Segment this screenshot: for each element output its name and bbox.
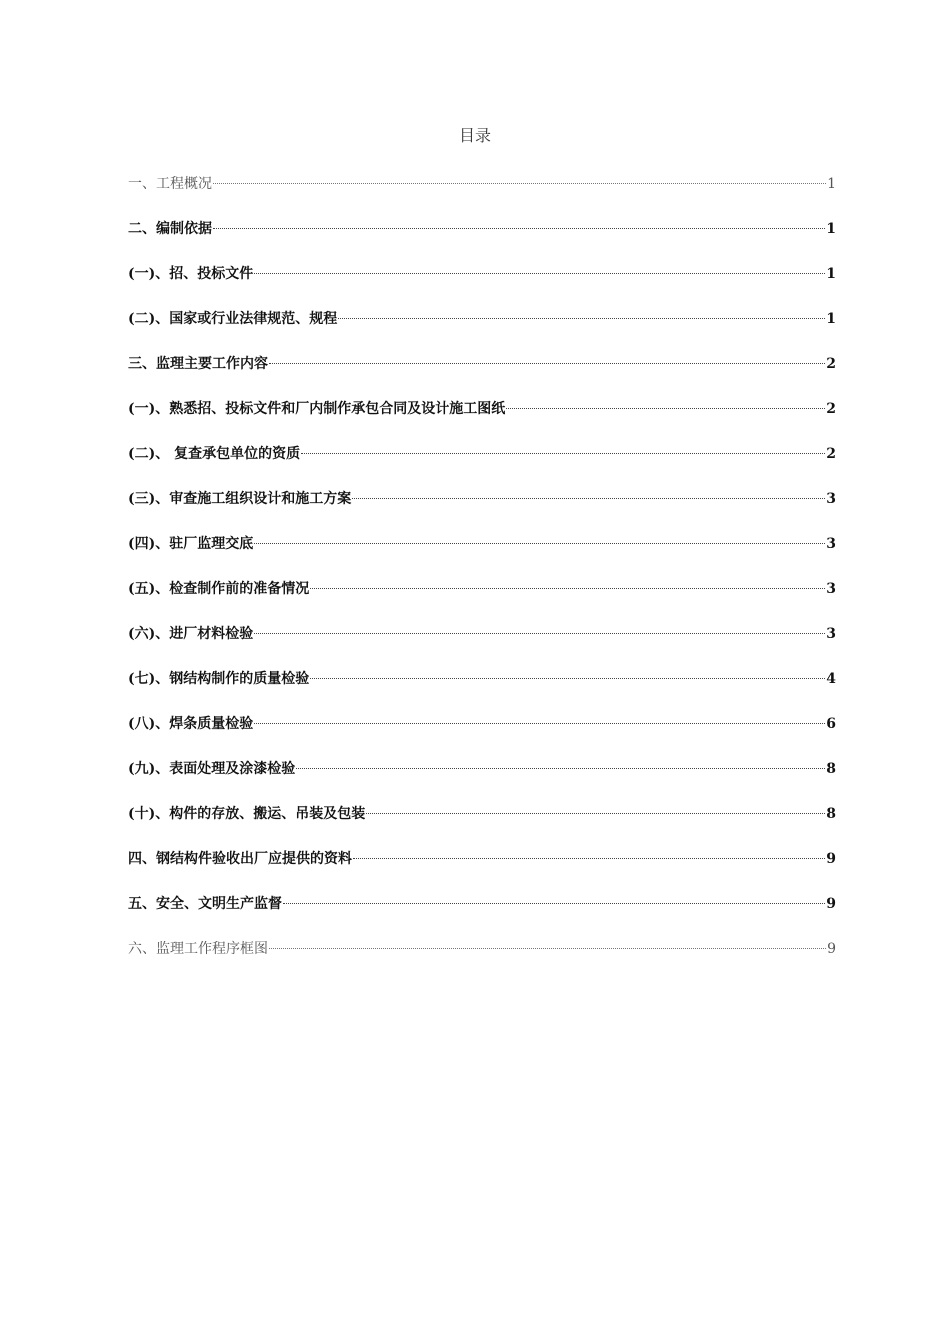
toc-entry[interactable]	[128, 757, 836, 802]
toc-entry[interactable]	[128, 847, 836, 892]
toc-entry-page-number: 9	[827, 941, 836, 957]
toc-entry[interactable]	[128, 532, 836, 577]
toc-entry-page-number: 1	[826, 266, 836, 282]
toc-leader-dots	[506, 407, 825, 409]
toc-entry-page-number: 2	[826, 356, 836, 372]
toc-entry-label: (三)、审查施工组织设计和施工方案	[128, 491, 352, 507]
toc-title: 目录	[458, 126, 491, 145]
toc-entry-label: 二、编制依据	[128, 221, 212, 237]
toc-entry-label: (六)、进厂材料检验	[128, 626, 254, 642]
toc-leader-dots	[338, 317, 825, 319]
toc-entry[interactable]	[128, 442, 836, 487]
toc-entry-page-number: 1	[827, 176, 836, 192]
toc-entry-page-number: 9	[826, 851, 836, 867]
toc-entry-page-number: 2	[826, 446, 836, 462]
toc-entry-label: (八)、焊条质量检验	[128, 716, 254, 732]
toc-leader-dots	[301, 452, 825, 454]
toc-leader-dots	[254, 722, 825, 724]
toc-entry[interactable]	[128, 667, 836, 712]
toc-entry-label: (二)、国家或行业法律规范、规程	[128, 311, 338, 327]
toc-entry[interactable]	[128, 577, 836, 622]
toc-entry-label: (一)、熟悉招、投标文件和厂内制作承包合同及设计施工图纸	[128, 401, 506, 417]
toc-entry-label: (十)、构件的存放、搬运、吊装及包装	[128, 806, 366, 822]
toc-leader-dots	[310, 587, 825, 589]
toc-entry-page-number: 2	[826, 401, 836, 417]
toc-list	[128, 172, 836, 982]
toc-entry-label: (二)、 复查承包单位的资质	[128, 446, 301, 462]
toc-entry-page-number: 8	[826, 806, 836, 822]
toc-leader-dots	[353, 857, 825, 859]
toc-entry-label: (四)、驻厂监理交底	[128, 536, 254, 552]
toc-entry[interactable]	[128, 622, 836, 667]
toc-entry-page-number: 9	[826, 896, 836, 912]
toc-leader-dots	[213, 227, 825, 229]
toc-entry-page-number: 1	[826, 221, 836, 237]
toc-entry-label: (九)、表面处理及涂漆检验	[128, 761, 296, 777]
toc-entry[interactable]	[128, 217, 836, 262]
toc-entry[interactable]	[128, 937, 836, 982]
toc-entry[interactable]	[128, 262, 836, 307]
toc-entry-page-number: 3	[826, 536, 836, 552]
toc-leader-dots	[296, 767, 825, 769]
toc-entry-page-number: 3	[826, 491, 836, 507]
toc-entry-label: 四、钢结构件验收出厂应提供的资料	[128, 851, 352, 867]
toc-entry[interactable]	[128, 397, 836, 442]
toc-entry[interactable]	[128, 802, 836, 847]
toc-leader-dots	[254, 272, 825, 274]
toc-leader-dots	[254, 542, 825, 544]
toc-entry[interactable]	[128, 172, 836, 217]
toc-leader-dots	[283, 902, 825, 904]
toc-leader-dots	[213, 182, 826, 184]
toc-entry[interactable]	[128, 892, 836, 937]
toc-entry-page-number: 6	[826, 716, 836, 732]
toc-entry-label: 一、工程概况	[128, 176, 212, 192]
toc-leader-dots	[254, 632, 825, 634]
toc-entry-page-number: 3	[826, 581, 836, 597]
toc-entry[interactable]	[128, 352, 836, 397]
toc-leader-dots	[269, 947, 826, 949]
toc-entry-page-number: 4	[826, 671, 836, 687]
toc-entry[interactable]	[128, 307, 836, 352]
toc-entry-label: 六、监理工作程序框图	[128, 941, 268, 957]
toc-entry[interactable]	[128, 712, 836, 757]
toc-entry-page-number: 8	[826, 761, 836, 777]
toc-leader-dots	[269, 362, 825, 364]
toc-entry-label: (五)、检查制作前的准备情况	[128, 581, 310, 597]
toc-entry-label: 五、安全、文明生产监督	[128, 896, 282, 912]
toc-leader-dots	[366, 812, 825, 814]
toc-entry-label: 三、监理主要工作内容	[128, 356, 268, 372]
toc-entry-label: (一)、招、投标文件	[128, 266, 254, 282]
toc-entry-page-number: 3	[826, 626, 836, 642]
toc-entry-label: (七)、钢结构制作的质量检验	[128, 671, 310, 687]
toc-entry[interactable]	[128, 487, 836, 532]
toc-entry-page-number: 1	[826, 311, 836, 327]
toc-leader-dots	[352, 497, 825, 499]
toc-leader-dots	[310, 677, 825, 679]
